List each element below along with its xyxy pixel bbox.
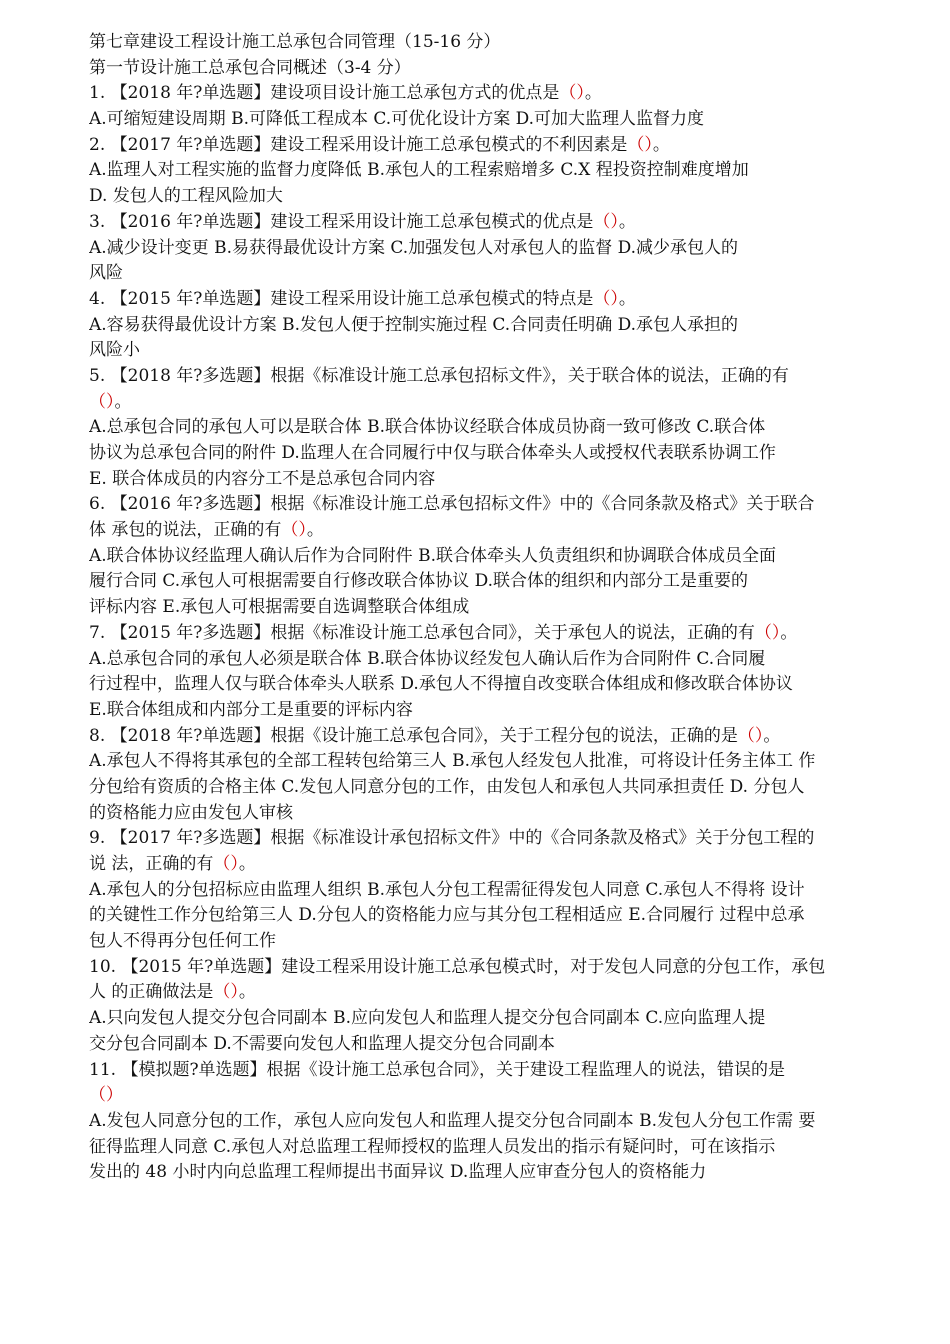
question-options: A.承包人不得将其承包的全部工程转包给第三人 B.承包人经发包人批准，可将设计任务主体工 作 (89, 751, 816, 772)
question-options: 履行合同 C.承包人可根据需要自行修改联合体协议 D.联合体的组织和内部分工是重要的 (89, 571, 749, 592)
question-options: D. 发包人的工程风险加大 (89, 186, 283, 207)
question-5 (89, 364, 911, 492)
question-stem: 体 承包的说法，正确的有（）。 (89, 520, 324, 541)
question-options: 的资格能力应由发包人审核 (89, 802, 293, 823)
answer-blank: （） (593, 288, 619, 309)
question-options: 分包给有资质的合格主体 C.发包人同意分包的工作，由发包人和承包人共同承担责任 D. 分包人 (89, 776, 805, 797)
question-options: 发出的 48 小时内向总监理工程师提出书面异议 D.监理人应审查分包人的资格能力 (89, 1162, 707, 1183)
question-options: A.承包人的分包招标应由监理人组织 B.承包人分包工程需征得发包人同意 C.承包人不得将 设计 (89, 879, 805, 900)
question-options: 评标内容 E.承包人可根据需要自选调整联合体组成 (89, 597, 470, 618)
question-options: 交分包合同副本 D.不需要向发包人和监理人提交分包合同副本 (89, 1033, 555, 1054)
question-stem: 4. 【2015 年?单选题】建设工程采用设计施工总承包模式的特点是（）。 (89, 288, 636, 309)
question-4 (89, 287, 911, 364)
answer-blank: （） (737, 725, 764, 746)
question-options: 的关键性工作分包给第三人 D.分包人的资格能力应与其分包工程相适应 E.合同履行 过程中总承 (89, 905, 805, 926)
question-options: A.容易获得最优设计方案 B.发包人便于控制实施过程 C.合同责任明确 D.承包人承担的 (89, 314, 739, 335)
question-options: A.监理人对工程实施的监督力度降低 B.承包人的工程索赔增多 C.X 程投资控制难度增加 (89, 160, 749, 181)
question-options: A.减少设计变更 B.易获得最优设计方案 C.加强发包人对承包人的监督 D.减少承包人的 (89, 237, 739, 258)
question-options: A.发包人同意分包的工作，承包人应向发包人和监理人提交分包合同副本 B.发包人分包工作需 要 (89, 1110, 816, 1131)
question-11 (89, 1058, 911, 1186)
question-options: A.可缩短建设周期 B.可降低工程成本 C.可优化设计方案 D.可加大监理人监督力度 (89, 109, 705, 130)
question-stem: 8. 【2018 年?单选题】根据《设计施工总承包合同》，关于工程分包的说法，正确的是（）。 (89, 725, 781, 746)
question-options: 风险 (89, 263, 123, 284)
question-stem: 2. 【2017 年?单选题】建设工程采用设计施工总承包模式的不利因素是（）。 (89, 134, 670, 155)
question-stem: 9. 【2017 年?多选题】根据《标准设计承包招标文件》中的《合同条款及格式》关于分包工程的 (89, 828, 815, 849)
question-options: A.总承包合同的承包人必须是联合体 B.联合体协议经发包人确认后作为合同附件 C.合同履 (89, 648, 766, 669)
answer-blank: （） (559, 83, 585, 104)
question-stem: 5. 【2018 年?多选题】根据《标准设计施工总承包招标文件》，关于联合体的说法，正确的有 (89, 365, 789, 386)
question-9 (89, 826, 911, 954)
question-stem: 11. 【模拟题?单选题】根据《设计施工总承包合同》，关于建设工程监理人的说法，错误的是 (89, 1059, 786, 1080)
question-options: 协议为总承包合同的附件 D.监理人在合同履行中仅与联合体牵头人或授权代表联系协调工作 (89, 443, 776, 463)
question-stem: 人 的正确做法是（）。 (89, 982, 256, 1003)
question-options: E.联合体组成和内部分工是重要的评标内容 (89, 699, 413, 720)
question-options: A.只向发包人提交分包合同副本 B.应向发包人和监理人提交分包合同副本 C.应向监理人提 (89, 1008, 766, 1029)
question-stem: 3. 【2016 年?单选题】建设工程采用设计施工总承包模式的优点是（）。 (89, 211, 636, 232)
question-options: 征得监理人同意 C.承包人对总监理工程师授权的监理人员发出的指示有疑问时，可在该指示 (89, 1136, 776, 1157)
question-2 (89, 133, 911, 210)
answer-blank: （） (213, 982, 239, 1003)
answer-blank: （） (627, 134, 653, 155)
question-stem: 6. 【2016 年?多选题】根据《标准设计施工总承包招标文件》中的《合同条款及格式》关于联合 (89, 494, 815, 515)
answer-blank: （） (213, 854, 239, 874)
question-options: A.总承包合同的承包人可以是联合体 B.联合体协议经联合体成员协商一致可修改 C.联合体 (89, 417, 766, 438)
question-stem: （）。 (89, 391, 132, 412)
question-list (89, 81, 911, 1186)
question-options: 包人不得再分包任何工作 (89, 931, 276, 952)
question-stem: 7. 【2015 年?多选题】根据《标准设计施工总承包合同》，关于承包人的说法，正确的有（）。 (89, 622, 798, 643)
section-title: 第一节设计施工总承包合同概述（3-4 分） (89, 57, 411, 78)
question-stem (89, 1083, 911, 1109)
question-stem: 1. 【2018 年?单选题】建设项目设计施工总承包方式的优点是（）。 (89, 83, 602, 104)
question-stem: 10. 【2015 年?单选题】建设工程采用设计施工总承包模式时，对于发包人同意的分包工作，承包 (89, 956, 826, 977)
question-options: A.联合体协议经监理人确认后作为合同附件 B.联合体牵头人负责组织和协调联合体成员全面 (89, 545, 776, 566)
question-8 (89, 724, 911, 827)
question-options: 行过程中，监理人仅与联合体牵头人联系 D.承包人不得擅自改变联合体组成和修改联合体协议 (89, 674, 793, 695)
question-options: 风险小 (89, 340, 140, 361)
question-stem: 说 法，正确的有（）。 (89, 854, 256, 874)
answer-blank: （） (89, 391, 115, 412)
answer-blank: （） (593, 211, 619, 232)
question-7 (89, 621, 911, 724)
chapter-title: 第七章建设工程设计施工总承包合同管理（15-16 分） (89, 32, 501, 52)
question-6 (89, 492, 911, 620)
question-10 (89, 955, 911, 1058)
document-page (89, 30, 911, 1186)
answer-blank: （） (281, 520, 307, 541)
answer-blank: （） (754, 622, 781, 643)
question-3 (89, 210, 911, 287)
question-1 (89, 81, 911, 132)
question-options: E. 联合体成员的内容分工不是总承包合同内容 (89, 468, 436, 489)
answer-blank: （） (89, 1085, 123, 1106)
